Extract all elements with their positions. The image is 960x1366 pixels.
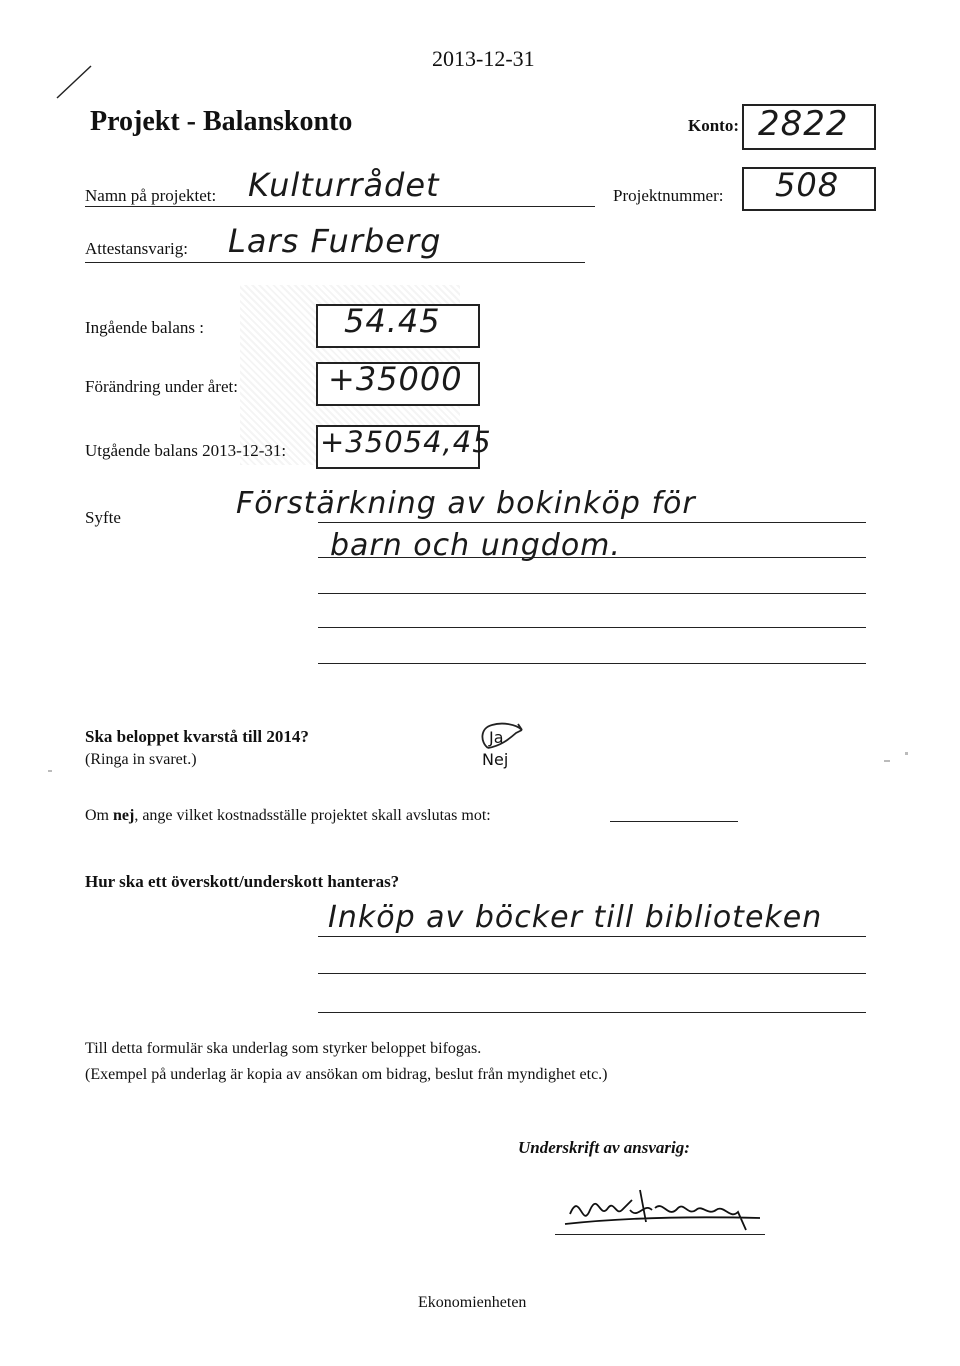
konto-value: 2822 xyxy=(758,104,849,144)
ingaende-label: Ingående balans : xyxy=(85,318,204,337)
attest-value: Lars Furberg xyxy=(228,222,442,260)
surplus-line-1 xyxy=(318,936,866,937)
ja-circle-mark xyxy=(478,720,526,754)
konto-label: Konto: xyxy=(688,116,739,135)
department-name: Ekonomienheten xyxy=(418,1294,527,1311)
syfte-line1-text: Förstärkning av bokinköp för xyxy=(236,486,696,521)
syfte-line-4 xyxy=(318,627,866,628)
question-cost-center-pre: Om xyxy=(85,807,113,824)
answer-ja: Ja xyxy=(489,728,504,747)
answer-nej: Nej xyxy=(482,750,509,769)
question-cost-center-post: , ange vilket kostnadsställe projektet skall avslutas mot: xyxy=(134,807,491,824)
forandring-value: +35000 xyxy=(328,360,463,398)
corner-tick-mark xyxy=(55,62,95,102)
forandring-label: Förändring under året: xyxy=(85,377,238,396)
syfte-line2-text: barn och ungdom. xyxy=(330,528,621,563)
surplus-answer: Inköp av böcker till biblioteken xyxy=(328,900,823,935)
question-surplus: Hur ska ett överskott/underskott hanteras? xyxy=(85,872,400,891)
page-title: Projekt - Balanskonto xyxy=(90,106,353,137)
attest-line xyxy=(85,262,585,263)
question-remain-hint: (Ringa in svaret.) xyxy=(85,751,197,768)
project-name-line xyxy=(85,206,595,207)
syfte-label: Syfte xyxy=(85,508,121,527)
document-date: 2013-12-31 xyxy=(432,46,535,71)
project-name-label: Namn på projektet: xyxy=(85,186,217,205)
signature-label: Underskrift av ansvarig: xyxy=(518,1138,690,1157)
syfte-line-2 xyxy=(318,557,866,558)
surplus-line-2 xyxy=(318,973,866,974)
syfte-line-5 xyxy=(318,663,866,664)
attachment-note: Till detta formulär ska underlag som styrker beloppet bifogas. xyxy=(85,1040,482,1057)
utgaende-value: +35054,45 xyxy=(320,425,492,459)
cost-center-line xyxy=(610,821,738,822)
signature-image xyxy=(560,1180,770,1240)
scan-speck xyxy=(48,770,52,772)
attachment-example: (Exempel på underlag är kopia av ansökan om bidrag, beslut från myndighet etc.) xyxy=(85,1066,608,1083)
syfte-line-1 xyxy=(318,522,866,523)
ingaende-value: 54.45 xyxy=(344,302,441,340)
attest-label: Attestansvarig: xyxy=(85,239,188,258)
project-number-label: Projektnummer: xyxy=(613,186,724,205)
scan-speck xyxy=(884,760,890,762)
question-remain: Ska beloppet kvarstå till 2014? xyxy=(85,727,309,746)
project-number-value: 508 xyxy=(775,166,840,204)
signature-line xyxy=(555,1234,765,1235)
question-cost-center-bold: nej xyxy=(113,807,135,824)
project-name-value: Kulturrådet xyxy=(248,166,440,204)
utgaende-label: Utgående balans 2013-12-31: xyxy=(85,441,287,460)
syfte-line-3 xyxy=(318,593,866,594)
scan-speck xyxy=(905,752,908,755)
surplus-line-3 xyxy=(318,1012,866,1013)
question-cost-center xyxy=(85,807,491,825)
